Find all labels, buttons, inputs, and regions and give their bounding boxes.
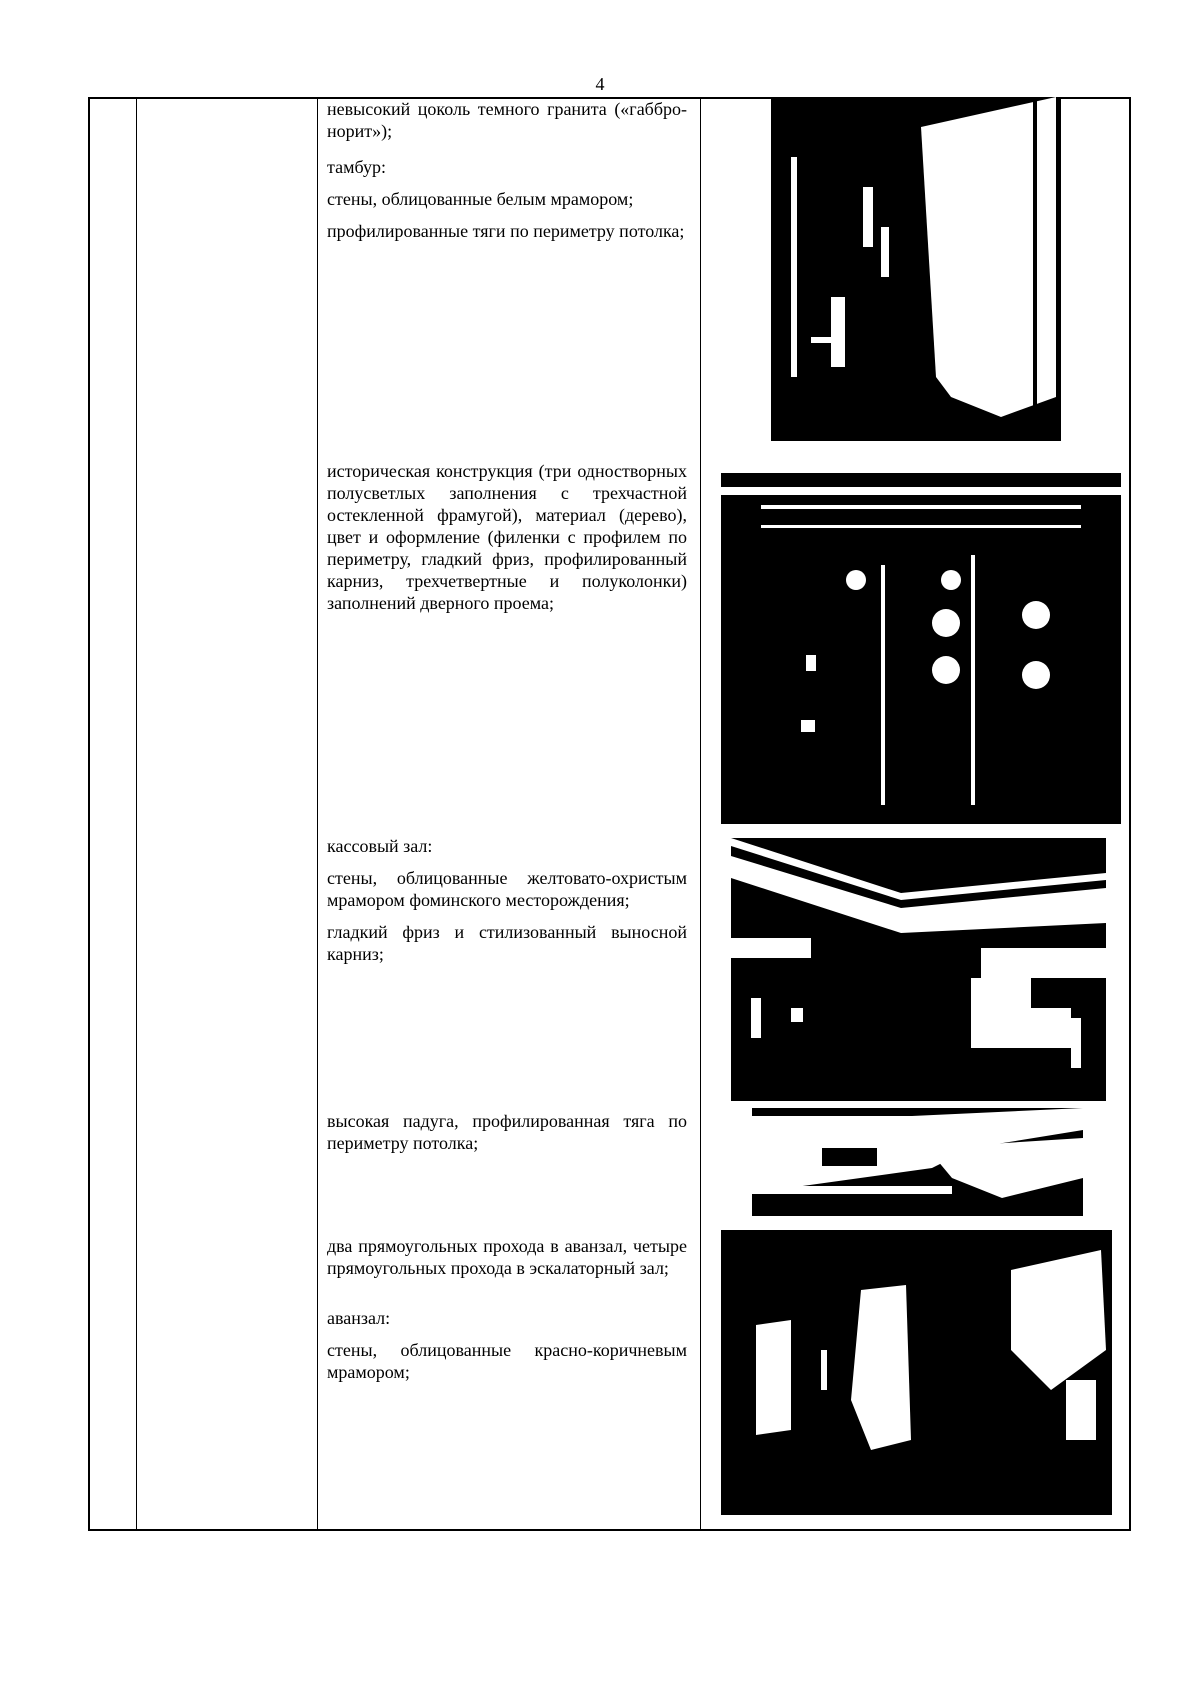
paragraph: стены, облицованные красно-коричневым мрамором; bbox=[327, 1340, 687, 1382]
photo-avanzal bbox=[721, 1230, 1112, 1515]
photo-entrance-doors bbox=[721, 455, 1121, 824]
section-facade-text bbox=[327, 98, 687, 252]
column-divider bbox=[700, 99, 701, 1529]
photo-ceiling-cove bbox=[752, 1108, 1083, 1216]
photo-tambour bbox=[771, 97, 1061, 441]
section-cove-text bbox=[327, 1110, 687, 1164]
section-doors-text bbox=[327, 460, 687, 624]
paragraph: историческая конструкция (три одностворных полусветлых заполнения с трехчастной остекленной фрамугой), материал (дерево), цвет и оформление (филенки с профилем по периметру, гладкий фриз, профилированный карниз, трехчетвертные и полуколонки) заполнений дверного проема; bbox=[327, 461, 687, 613]
paragraph: два прямоугольных прохода в аванзал, четыре прямоугольных прохода в эскалаторный зал; bbox=[327, 1236, 687, 1278]
paragraph: стены, облицованные белым мрамором; bbox=[327, 189, 634, 209]
page-number: 4 bbox=[595, 74, 605, 94]
paragraph: тамбур: bbox=[327, 157, 386, 177]
section-cashier-hall-text bbox=[327, 835, 687, 975]
paragraph: аванзал: bbox=[327, 1308, 391, 1328]
paragraph: высокая падуга, профилированная тяга по периметру потолка; bbox=[327, 1111, 687, 1153]
paragraph: гладкий фриз и стилизованный выносной карниз; bbox=[327, 922, 687, 964]
section-avanzal-text bbox=[327, 1235, 687, 1393]
paragraph: кассовый зал: bbox=[327, 836, 433, 856]
paragraph: профилированные тяги по периметру потолка; bbox=[327, 221, 685, 241]
column-divider bbox=[136, 99, 137, 1529]
column-divider bbox=[317, 99, 318, 1529]
paragraph: стены, облицованные желтовато-охристым мрамором фоминского месторождения; bbox=[327, 868, 687, 910]
photo-cashier-hall bbox=[731, 838, 1106, 1101]
paragraph: невысокий цоколь темного гранита («габбро-норит»); bbox=[327, 99, 687, 141]
